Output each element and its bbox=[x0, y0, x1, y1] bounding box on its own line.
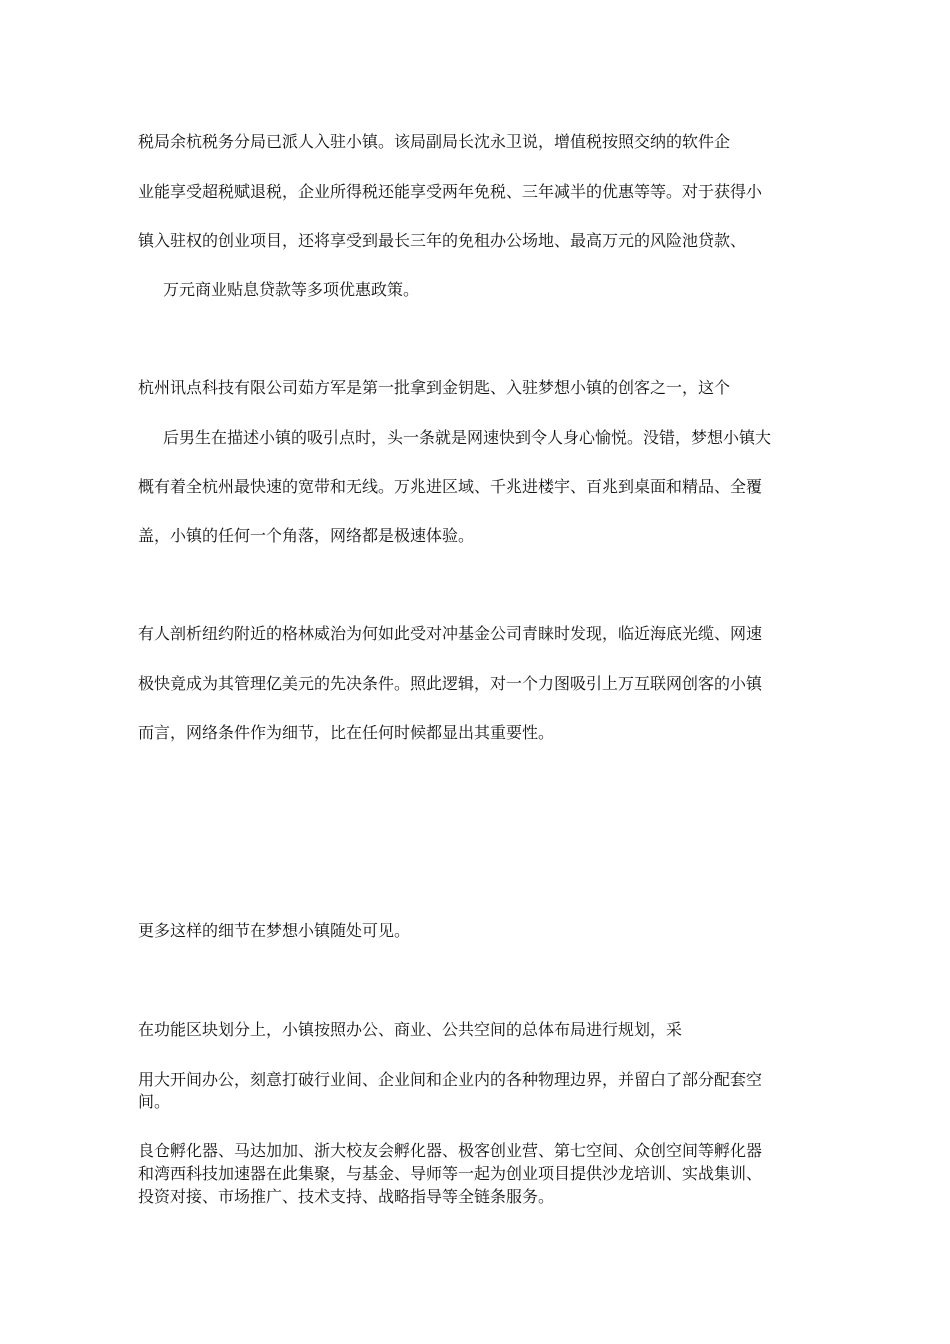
text-line: 杭州讯点科技有限公司茹方军是第一批拿到金钥匙、入驻梦想小镇的创客之一，这个 bbox=[138, 378, 731, 397]
text-line: 用大开间办公，刻意打破行业间、企业间和企业内的各种物理边界，并留白了部分配套空 bbox=[138, 1070, 763, 1089]
text-line: 投资对接、市场推广、技术支持、战略指导等全链条服务。 bbox=[138, 1187, 555, 1206]
text-line: 极快竟成为其管理亿美元的先决条件。照此逻辑，对一个力图吸引上万互联网创客的小镇 bbox=[138, 674, 763, 693]
text-line: 税局余杭税务分局已派人入驻小镇。该局副局长沈永卫说，增值税按照交纳的软件企 bbox=[138, 132, 731, 151]
text-line: 良仓孵化器、马达加加、浙大校友会孵化器、极客创业营、第七空间、众创空间等孵化器 bbox=[138, 1141, 763, 1160]
text-line: 概有着全杭州最快速的宽带和无线。万兆进区域、千兆进楼宇、百兆到桌面和精品、全覆 bbox=[138, 477, 763, 496]
text-line: 万元商业贴息贷款等多项优惠政策。 bbox=[163, 280, 420, 299]
text-line: 盖，小镇的任何一个角落，网络都是极速体验。 bbox=[138, 526, 475, 545]
text-line: 而言，网络条件作为细节，比在任何时候都显出其重要性。 bbox=[138, 723, 555, 742]
text-line: 和湾西科技加速器在此集聚，与基金、导师等一起为创业项目提供沙龙培训、实战集训、 bbox=[138, 1164, 763, 1183]
text-line: 间。 bbox=[138, 1092, 171, 1111]
text-line: 在功能区块划分上，小镇按照办公、商业、公共空间的总体布局进行规划，采 bbox=[138, 1020, 683, 1039]
text-line: 镇入驻权的创业项目，还将享受到最长三年的免租办公场地、最高万元的风险池贷款、 bbox=[138, 231, 747, 250]
text-line: 后男生在描述小镇的吸引点时，头一条就是网速快到令人身心愉悦。没错，梦想小镇大 bbox=[163, 428, 772, 447]
text-line: 业能享受超税赋退税，企业所得税还能享受两年免税、三年减半的优惠等等。对于获得小 bbox=[138, 182, 763, 201]
text-line: 有人剖析纽约附近的格林威治为何如此受对冲基金公司青睐时发现，临近海底光缆、网速 bbox=[138, 624, 763, 643]
text-line: 更多这样的细节在梦想小镇随处可见。 bbox=[138, 921, 411, 940]
